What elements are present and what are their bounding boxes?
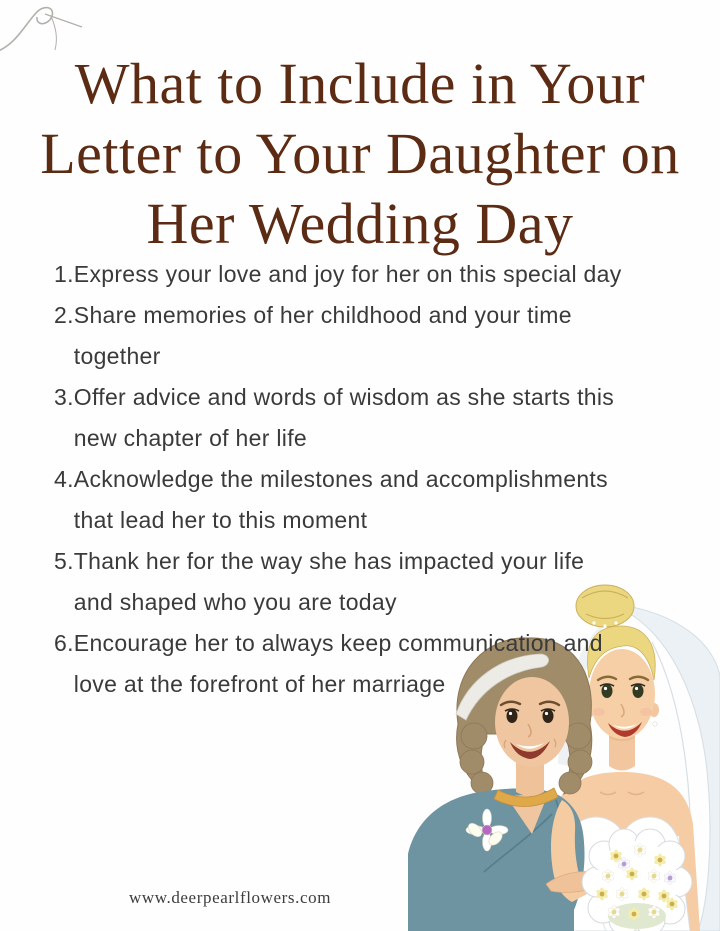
list-item (54, 254, 694, 295)
thread-squiggle-decoration (0, 0, 130, 70)
letter-tips-list (54, 254, 694, 705)
title-line-1: What to Include in Your (74, 50, 646, 116)
list-item-text: that lead her to this moment (73, 507, 368, 533)
list-item (54, 623, 694, 705)
list-item-number: 4. (54, 466, 74, 492)
list-item-text: new chapter of her life (73, 425, 307, 451)
list-item-number: 1. (54, 261, 74, 287)
list-item-text: Acknowledge the milestones and accomplishments (73, 466, 608, 492)
list-item-number: 5. (54, 548, 74, 574)
page-title (0, 49, 720, 259)
list-item-text: together (73, 343, 161, 369)
website-url: www.deerpearlflowers.com (128, 888, 332, 907)
list-item-text: and shaped who you are today (73, 589, 397, 615)
list-item (54, 459, 694, 541)
list-item-text: Share memories of her childhood and your time (73, 302, 572, 328)
list-item-text: Offer advice and words of wisdom as she starts this (73, 384, 615, 410)
list-item-text: love at the forefront of her marriage (73, 671, 446, 697)
list-item-text: Thank her for the way she has impacted your life (73, 548, 585, 574)
list-item-text: Express your love and joy for her on this special day (73, 261, 622, 287)
list-item-text: Encourage her to always keep communication and (73, 630, 603, 656)
title-line-2: Letter to Your Daughter on (40, 120, 680, 186)
list-item-number: 6. (54, 630, 74, 656)
title-line-3: Her Wedding Day (146, 190, 574, 256)
list-item-number: 2. (54, 302, 74, 328)
list-item (54, 541, 694, 623)
list-item-number: 3. (54, 384, 74, 410)
list-item (54, 377, 694, 459)
list-item (54, 295, 694, 377)
